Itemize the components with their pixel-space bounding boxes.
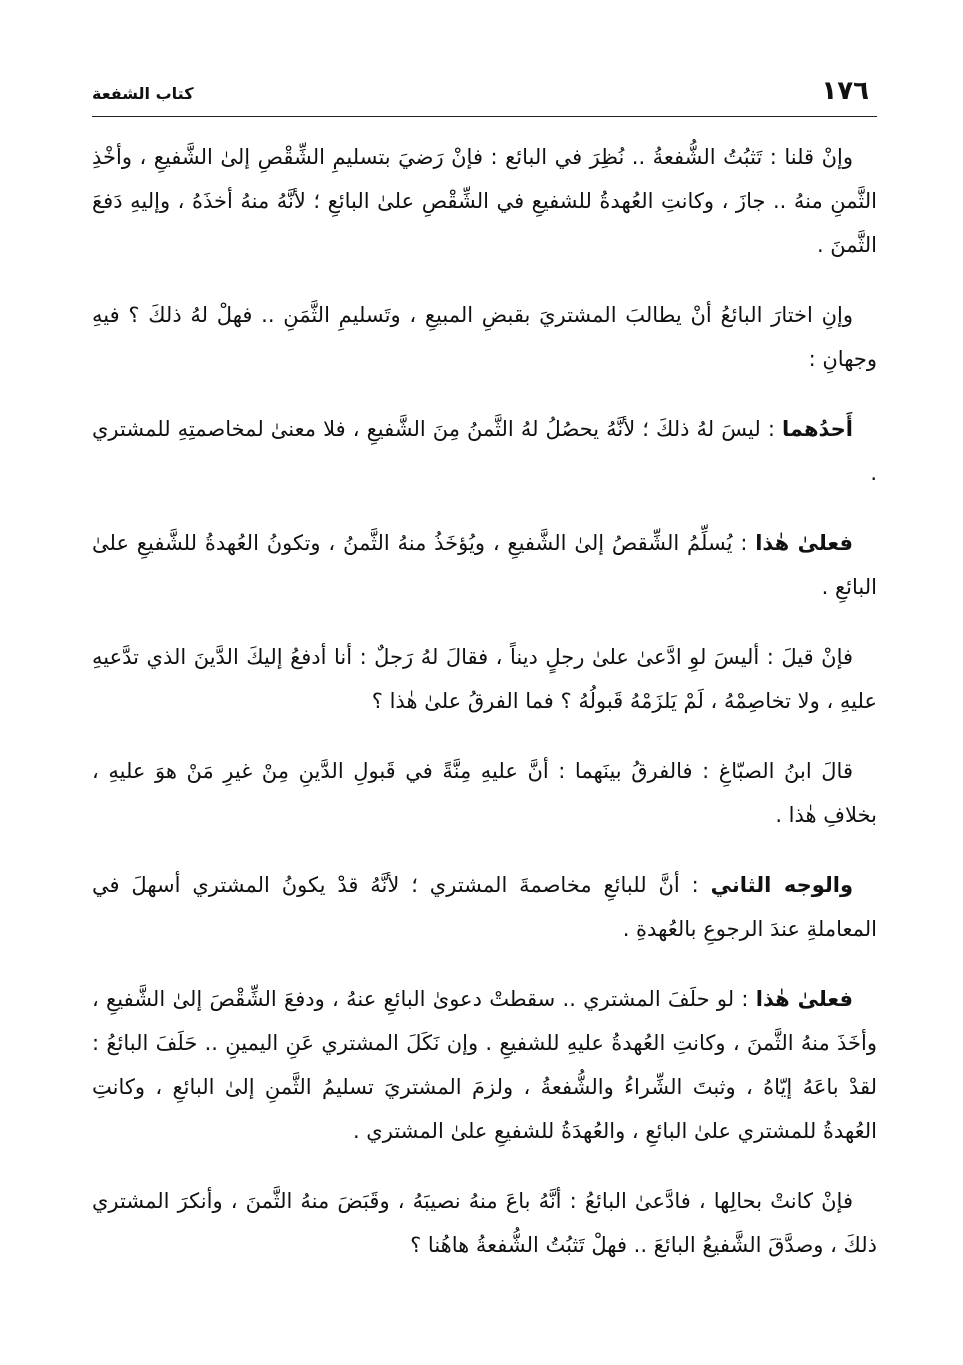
paragraph bbox=[92, 521, 877, 609]
paragraph-text: قالَ ابنُ الصبّاغِ : فالفرقُ بينَهما : أنَّ عليهِ مِنَّةً في قَبولِ الدَّينِ مِنْ غيرِ مَنْ هوَ عليهِ ، بخلافِ هٰذا . bbox=[92, 759, 877, 827]
page-header bbox=[92, 70, 877, 117]
paragraph bbox=[92, 977, 877, 1153]
paragraph-text: : يُسلِّمُ الشِّقصُ إلىٰ الشَّفيعِ ، ويُؤخَذُ منهُ الثَّمنُ ، وتكونُ العُهدةُ للشَّفيعِ علىٰ البائعِ . bbox=[92, 531, 877, 599]
paragraph bbox=[92, 1179, 877, 1267]
page-number: ١٧٦ bbox=[821, 76, 869, 106]
paragraph bbox=[92, 635, 877, 723]
paragraph-lead: فعلىٰ هٰذا bbox=[755, 531, 853, 555]
paragraph-lead: والوجه الثاني bbox=[710, 873, 853, 897]
book-page bbox=[92, 70, 877, 1340]
paragraph bbox=[92, 863, 877, 951]
paragraph-text: : ليسَ لهُ ذلكَ ؛ لأنَّهُ يحصُلُ لهُ الثَّمنُ مِنَ الشَّفيعِ ، فلا معنىٰ لمخاصمتِهِ للمشتري . bbox=[92, 417, 877, 485]
paragraph-text: وإنْ قلنا : تَثبُتُ الشُّفعةُ .. نُظِرَ في البائع : فإنْ رَضيَ بتسليمِ الشِّقْصِ إلىٰ الشَّفيعِ ، وأخْذِ الثَّمنِ منهُ .. جازَ ، وكانتِ العُهدةُ للشفيعِ في الشِّقْصِ علىٰ البائعِ ؛ لأنَّهُ منهُ أخذَهُ ، وإليهِ دَفعَ الثَّمنَ . bbox=[92, 145, 877, 257]
paragraph bbox=[92, 749, 877, 837]
paragraph bbox=[92, 135, 877, 267]
paragraph bbox=[92, 293, 877, 381]
paragraph-text: : أنَّ للبائعِ مخاصمةَ المشتري ؛ لأنَّهُ قدْ يكونُ المشتري أسهلَ في المعاملةِ عندَ الرجوعِ بالعُهدةِ . bbox=[92, 873, 877, 941]
paragraph-text: وإنِ اختارَ البائعُ أنْ يطالبَ المشتريَ بقبضِ المبيعِ ، وتَسليمِ الثَّمَنِ .. فهلْ لهُ ذلكَ ؟ فيهِ وجهانِ : bbox=[92, 303, 877, 371]
paragraph-lead: أَحدُهما bbox=[782, 417, 853, 441]
running-title: كتاب الشفعة bbox=[92, 84, 194, 103]
page-body bbox=[92, 117, 877, 1267]
paragraph-text: فإنْ كانتْ بحالِها ، فادَّعىٰ البائعُ : أنَّهُ باعَ منهُ نصيبَهُ ، وقَبَضَ منهُ الثَّمنَ ، وأنكرَ المشتري ذلكَ ، وصدَّقَ الشَّفيعُ البائعَ .. فهلْ تَثبُتُ الشُّفعةُ هاهُنا ؟ bbox=[92, 1189, 877, 1257]
paragraph bbox=[92, 407, 877, 495]
paragraph-text: : لو حلَفَ المشتري .. سقطتْ دعوىٰ البائعِ عنهُ ، ودفعَ الشِّقْصَ إلىٰ الشَّفيعِ ، وأخَذَ منهُ الثَّمنَ ، وكانتِ العُهدةُ عليهِ للشفيعِ . وإن نَكَلَ المشتري عَنِ اليمينِ .. حَلَفَ البائعُ : لقدْ باعَهُ إيّاهُ ، وثبتَ الشِّراءُ والشُّفعةُ ، ولزمَ المشتريَ تسليمُ الثَّمنِ إلىٰ البائعِ ، وكانتِ العُهدةُ للمشتري علىٰ البائعِ ، والعُهدَةُ للشفيعِ علىٰ المشتري . bbox=[92, 987, 877, 1143]
paragraph-text: فإنْ قيلَ : أليسَ لوِ ادَّعىٰ علىٰ رجلٍ ديناً ، فقالَ لهُ رَجلٌ : أنا أدفعُ إليكَ الدَّينَ الذي تدَّعيهِ عليهِ ، ولا تخاصِمْهُ ، لَمْ يَلزَمْهُ قَبولُهُ ؟ فما الفرقُ علىٰ هٰذا ؟ bbox=[92, 645, 877, 713]
paragraph-lead: فعلىٰ هٰذا bbox=[755, 987, 853, 1011]
